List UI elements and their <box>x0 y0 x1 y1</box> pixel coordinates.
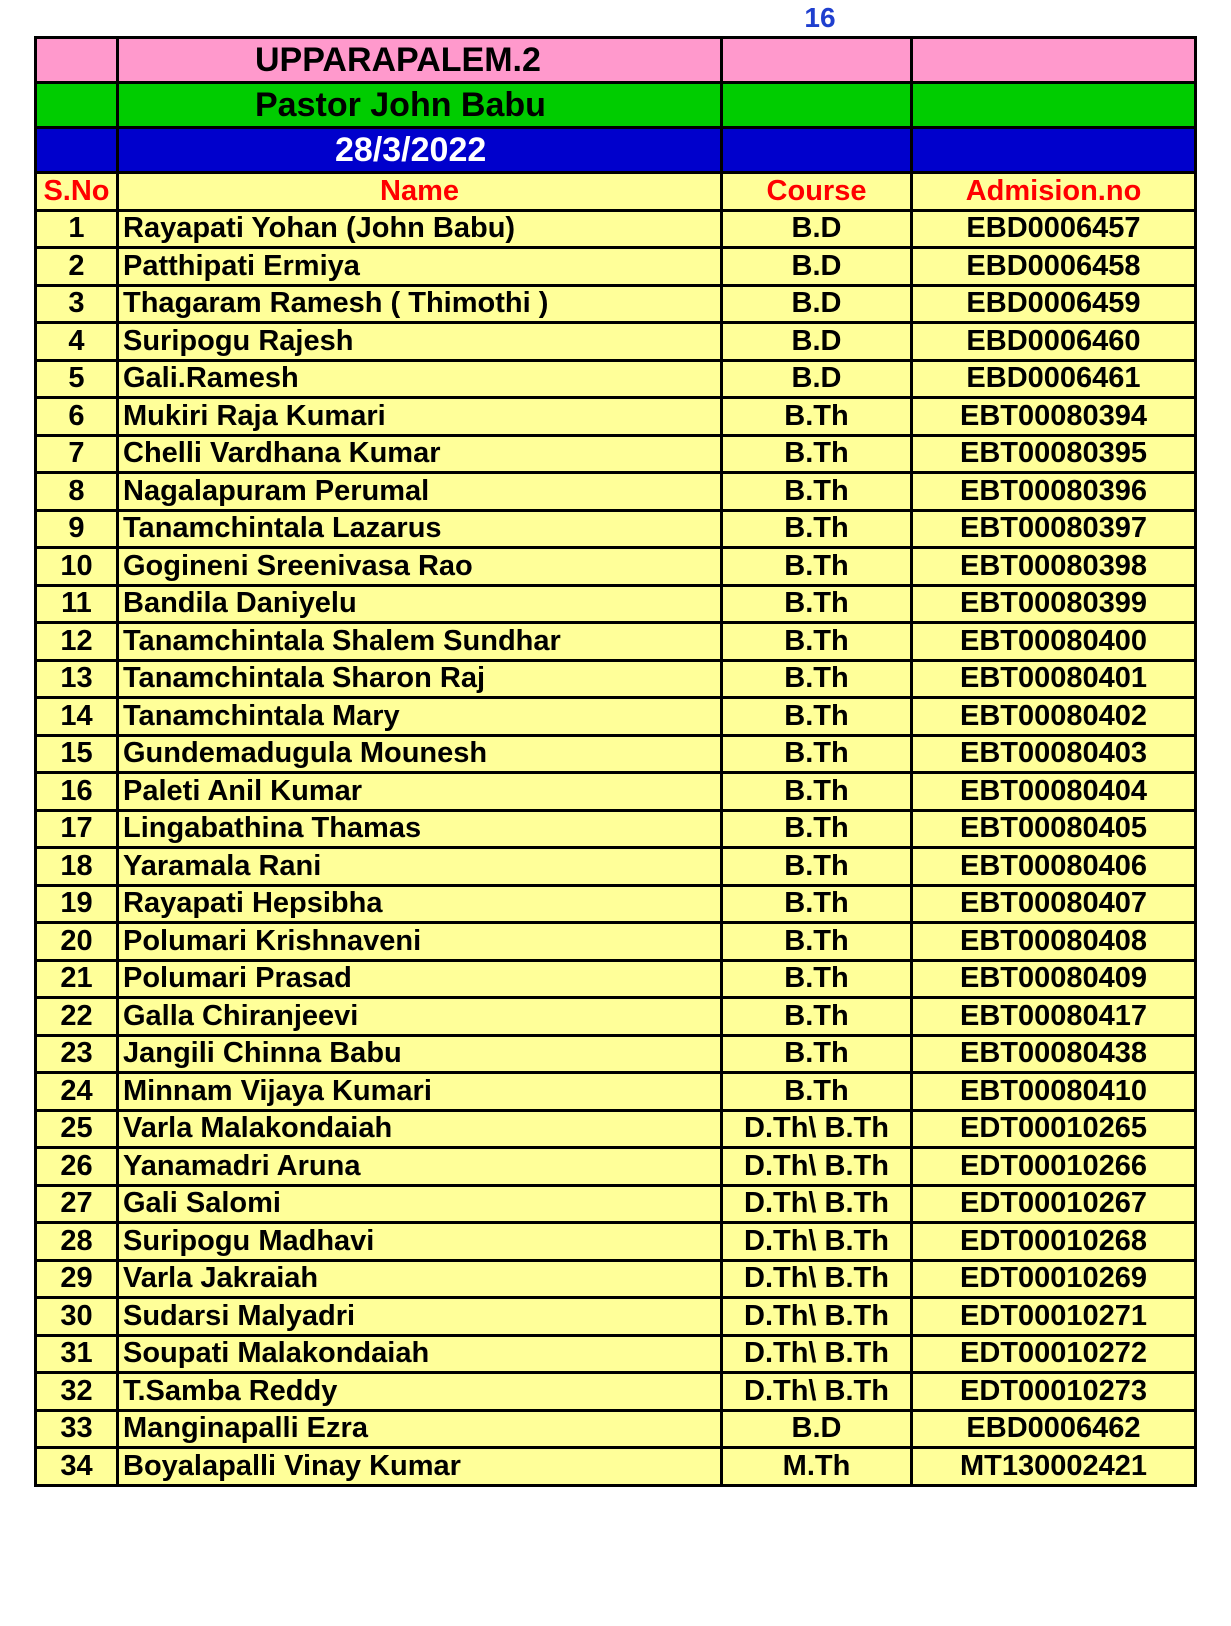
row-student-name: Patthipati Ermiya <box>118 248 722 286</box>
row-student-name: Rayapati Hepsibha <box>118 885 722 923</box>
row-admission-number: EDT00010266 <box>912 1148 1196 1186</box>
row-serial-number: 6 <box>36 398 118 436</box>
row-admission-number: EDT00010268 <box>912 1223 1196 1261</box>
table-row <box>36 885 1196 923</box>
row-serial-number: 16 <box>36 773 118 811</box>
row-course: B.Th <box>722 660 912 698</box>
row-serial-number: 19 <box>36 885 118 923</box>
column-header-name: Name <box>118 173 722 211</box>
row-serial-number: 23 <box>36 1035 118 1073</box>
row-course: B.D <box>722 1410 912 1448</box>
row-admission-number: EBT00080403 <box>912 735 1196 773</box>
row-course: B.Th <box>722 848 912 886</box>
row-course: B.Th <box>722 435 912 473</box>
row-course: B.Th <box>722 960 912 998</box>
row-student-name: Thagaram Ramesh ( Thimothi ) <box>118 285 722 323</box>
row-course: B.D <box>722 248 912 286</box>
row-student-name: Jangili Chinna Babu <box>118 1035 722 1073</box>
row-admission-number: EDT00010272 <box>912 1335 1196 1373</box>
row-serial-number: 22 <box>36 998 118 1036</box>
row-admission-number: EBT00080405 <box>912 810 1196 848</box>
date-band-blank <box>722 128 912 173</box>
row-serial-number: 25 <box>36 1110 118 1148</box>
roster-date: 28/3/2022 <box>118 128 722 173</box>
table-row <box>36 660 1196 698</box>
row-serial-number: 31 <box>36 1335 118 1373</box>
location-band-blank <box>722 38 912 83</box>
table-row <box>36 623 1196 661</box>
row-serial-number: 29 <box>36 1260 118 1298</box>
row-admission-number: MT130002421 <box>912 1448 1196 1486</box>
row-admission-number: EBT00080409 <box>912 960 1196 998</box>
row-admission-number: EBT00080402 <box>912 698 1196 736</box>
table-row <box>36 1035 1196 1073</box>
row-course: D.Th\ B.Th <box>722 1260 912 1298</box>
table-row <box>36 773 1196 811</box>
row-student-name: Soupati Malakondaiah <box>118 1335 722 1373</box>
row-student-name: Tanamchintala Lazarus <box>118 510 722 548</box>
pastor-band-blank <box>36 83 118 128</box>
row-course: D.Th\ B.Th <box>722 1373 912 1411</box>
table-row <box>36 1410 1196 1448</box>
row-admission-number: EBT00080417 <box>912 998 1196 1036</box>
row-student-name: Varla Malakondaiah <box>118 1110 722 1148</box>
row-course: M.Th <box>722 1448 912 1486</box>
row-course: B.D <box>722 323 912 361</box>
table-row <box>36 735 1196 773</box>
pastor-name: Pastor John Babu <box>118 83 722 128</box>
table-row <box>36 1260 1196 1298</box>
row-course: D.Th\ B.Th <box>722 1335 912 1373</box>
row-course: B.Th <box>722 623 912 661</box>
row-student-name: Boyalapalli Vinay Kumar <box>118 1448 722 1486</box>
row-serial-number: 12 <box>36 623 118 661</box>
table-row <box>36 923 1196 961</box>
table-row <box>36 1148 1196 1186</box>
row-admission-number: EBT00080401 <box>912 660 1196 698</box>
row-student-name: Gundemadugula Mounesh <box>118 735 722 773</box>
table-row <box>36 510 1196 548</box>
row-course: B.Th <box>722 923 912 961</box>
row-admission-number: EDT00010269 <box>912 1260 1196 1298</box>
row-serial-number: 34 <box>36 1448 118 1486</box>
row-course: B.Th <box>722 548 912 586</box>
row-course: D.Th\ B.Th <box>722 1298 912 1336</box>
row-student-name: Yaramala Rani <box>118 848 722 886</box>
row-course: B.Th <box>722 1073 912 1111</box>
row-serial-number: 4 <box>36 323 118 361</box>
column-header-admission: Admision.no <box>912 173 1196 211</box>
row-student-name: Nagalapuram Perumal <box>118 473 722 511</box>
row-student-name: Chelli Vardhana Kumar <box>118 435 722 473</box>
table-row <box>36 698 1196 736</box>
row-student-name: Varla Jakraiah <box>118 1260 722 1298</box>
row-admission-number: EDT00010267 <box>912 1185 1196 1223</box>
row-course: B.Th <box>722 773 912 811</box>
row-serial-number: 27 <box>36 1185 118 1223</box>
row-admission-number: EDT00010265 <box>912 1110 1196 1148</box>
location-title: UPPARAPALEM.2 <box>118 38 722 83</box>
table-row <box>36 248 1196 286</box>
row-serial-number: 3 <box>36 285 118 323</box>
row-admission-number: EBT00080407 <box>912 885 1196 923</box>
row-course: B.Th <box>722 885 912 923</box>
date-band <box>36 128 1196 173</box>
row-course: D.Th\ B.Th <box>722 1185 912 1223</box>
row-admission-number: EBT00080397 <box>912 510 1196 548</box>
page-number: 16 <box>804 2 836 33</box>
row-student-name: Suripogu Rajesh <box>118 323 722 361</box>
row-student-name: Yanamadri Aruna <box>118 1148 722 1186</box>
date-band-blank <box>36 128 118 173</box>
table-row <box>36 323 1196 361</box>
row-serial-number: 17 <box>36 810 118 848</box>
row-course: B.Th <box>722 1035 912 1073</box>
column-header-row <box>36 173 1196 211</box>
table-row <box>36 1373 1196 1411</box>
row-student-name: T.Samba Reddy <box>118 1373 722 1411</box>
row-admission-number: EBT00080400 <box>912 623 1196 661</box>
table-row <box>36 548 1196 586</box>
location-band <box>36 38 1196 83</box>
row-course: B.Th <box>722 398 912 436</box>
row-course: B.Th <box>722 473 912 511</box>
table-row <box>36 1223 1196 1261</box>
row-serial-number: 5 <box>36 360 118 398</box>
row-serial-number: 21 <box>36 960 118 998</box>
student-roster-table <box>34 36 1197 1487</box>
row-admission-number: EDT00010273 <box>912 1373 1196 1411</box>
row-student-name: Gali Salomi <box>118 1185 722 1223</box>
row-student-name: Tanamchintala Shalem Sundhar <box>118 623 722 661</box>
column-header-sno: S.No <box>36 173 118 211</box>
row-course: B.D <box>722 285 912 323</box>
row-serial-number: 2 <box>36 248 118 286</box>
row-admission-number: EBD0006460 <box>912 323 1196 361</box>
pastor-band <box>36 83 1196 128</box>
row-serial-number: 26 <box>36 1148 118 1186</box>
row-course: D.Th\ B.Th <box>722 1223 912 1261</box>
row-student-name: Gali.Ramesh <box>118 360 722 398</box>
row-serial-number: 28 <box>36 1223 118 1261</box>
table-row <box>36 285 1196 323</box>
pastor-band-blank <box>912 83 1196 128</box>
row-admission-number: EBT00080399 <box>912 585 1196 623</box>
row-course: B.Th <box>722 698 912 736</box>
row-admission-number: EBD0006462 <box>912 1410 1196 1448</box>
row-serial-number: 9 <box>36 510 118 548</box>
date-band-blank <box>912 128 1196 173</box>
row-admission-number: EBT00080398 <box>912 548 1196 586</box>
row-course: B.D <box>722 360 912 398</box>
row-serial-number: 14 <box>36 698 118 736</box>
column-header-course: Course <box>722 173 912 211</box>
row-student-name: Bandila Daniyelu <box>118 585 722 623</box>
row-student-name: Polumari Krishnaveni <box>118 923 722 961</box>
table-row <box>36 210 1196 248</box>
row-serial-number: 13 <box>36 660 118 698</box>
row-student-name: Paleti Anil Kumar <box>118 773 722 811</box>
row-student-name: Minnam Vijaya Kumari <box>118 1073 722 1111</box>
table-row <box>36 1185 1196 1223</box>
row-course: B.D <box>722 210 912 248</box>
table-row <box>36 1298 1196 1336</box>
row-admission-number: EBT00080438 <box>912 1035 1196 1073</box>
row-student-name: Galla Chiranjeevi <box>118 998 722 1036</box>
row-course: B.Th <box>722 510 912 548</box>
row-course: B.Th <box>722 585 912 623</box>
row-student-name: Mukiri Raja Kumari <box>118 398 722 436</box>
row-admission-number: EBT00080395 <box>912 435 1196 473</box>
row-admission-number: EBD0006461 <box>912 360 1196 398</box>
row-serial-number: 15 <box>36 735 118 773</box>
table-row <box>36 1448 1196 1486</box>
row-admission-number: EDT00010271 <box>912 1298 1196 1336</box>
row-serial-number: 11 <box>36 585 118 623</box>
row-student-name: Polumari Prasad <box>118 960 722 998</box>
table-row <box>36 435 1196 473</box>
table-row <box>36 998 1196 1036</box>
row-admission-number: EBD0006458 <box>912 248 1196 286</box>
row-student-name: Lingabathina Thamas <box>118 810 722 848</box>
row-student-name: Manginapalli Ezra <box>118 1410 722 1448</box>
row-admission-number: EBT00080394 <box>912 398 1196 436</box>
row-course: D.Th\ B.Th <box>722 1110 912 1148</box>
row-course: D.Th\ B.Th <box>722 1148 912 1186</box>
table-row <box>36 1335 1196 1373</box>
row-course: B.Th <box>722 998 912 1036</box>
row-student-name: Sudarsi Malyadri <box>118 1298 722 1336</box>
row-serial-number: 7 <box>36 435 118 473</box>
row-course: B.Th <box>722 810 912 848</box>
table-row <box>36 473 1196 511</box>
row-admission-number: EBT00080404 <box>912 773 1196 811</box>
location-band-blank <box>36 38 118 83</box>
row-admission-number: EBD0006457 <box>912 210 1196 248</box>
row-serial-number: 10 <box>36 548 118 586</box>
row-serial-number: 33 <box>36 1410 118 1448</box>
table-row <box>36 398 1196 436</box>
table-row <box>36 1073 1196 1111</box>
row-serial-number: 18 <box>36 848 118 886</box>
row-serial-number: 8 <box>36 473 118 511</box>
row-serial-number: 20 <box>36 923 118 961</box>
table-row <box>36 585 1196 623</box>
row-admission-number: EBT00080396 <box>912 473 1196 511</box>
row-admission-number: EBT00080406 <box>912 848 1196 886</box>
row-serial-number: 30 <box>36 1298 118 1336</box>
row-course: B.Th <box>722 735 912 773</box>
row-serial-number: 24 <box>36 1073 118 1111</box>
row-student-name: Tanamchintala Mary <box>118 698 722 736</box>
row-student-name: Suripogu Madhavi <box>118 1223 722 1261</box>
table-row <box>36 960 1196 998</box>
pastor-band-blank <box>722 83 912 128</box>
row-student-name: Rayapati Yohan (John Babu) <box>118 210 722 248</box>
location-band-blank <box>912 38 1196 83</box>
row-student-name: Tanamchintala Sharon Raj <box>118 660 722 698</box>
row-admission-number: EBT00080410 <box>912 1073 1196 1111</box>
row-serial-number: 32 <box>36 1373 118 1411</box>
row-serial-number: 1 <box>36 210 118 248</box>
table-row <box>36 810 1196 848</box>
table-row <box>36 360 1196 398</box>
table-row <box>36 1110 1196 1148</box>
table-row <box>36 848 1196 886</box>
row-student-name: Gogineni Sreenivasa Rao <box>118 548 722 586</box>
row-admission-number: EBT00080408 <box>912 923 1196 961</box>
row-admission-number: EBD0006459 <box>912 285 1196 323</box>
